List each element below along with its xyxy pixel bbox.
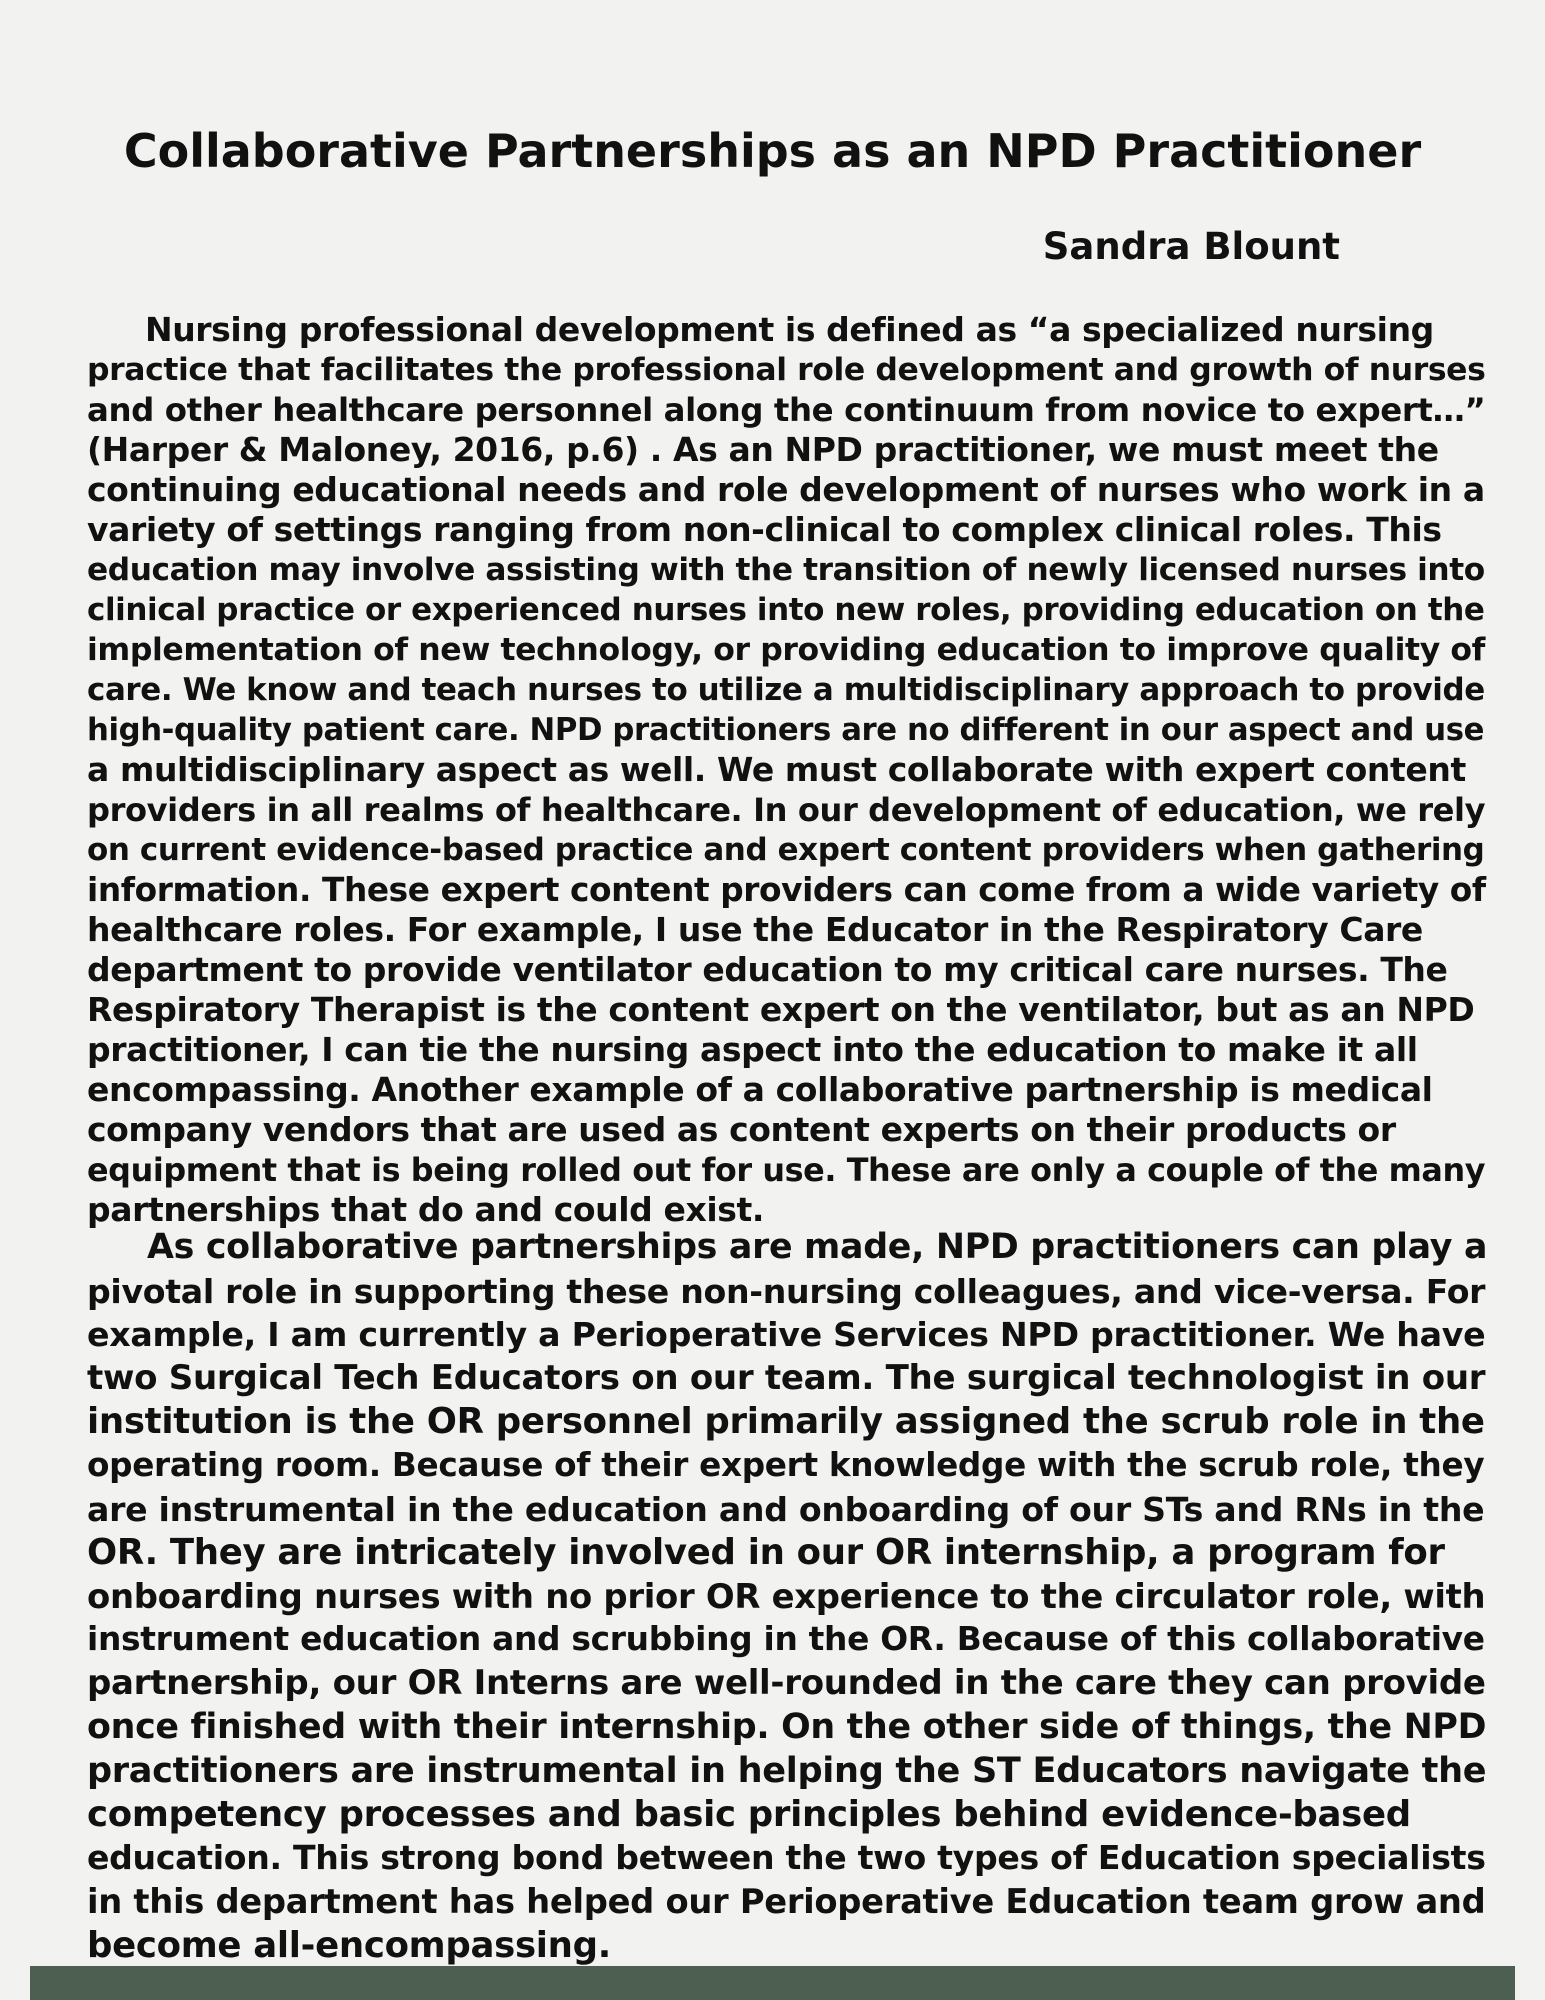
paragraph-line: once finished with their internship. On the other side of things, the NPD [87, 1706, 1487, 1747]
paragraph-line: company vendors that are used as content experts on their products or [87, 1110, 1396, 1149]
paragraph-line: continuing educational needs and role development of nurses who work in a [87, 470, 1485, 509]
paragraph-line: onboarding nurses with no prior OR experience to the circulator role, with [87, 1576, 1486, 1616]
paragraph-line: two Surgical Tech Educators on our team. The surgical technologist in our [87, 1357, 1486, 1398]
paragraph-line: operating room. Because of their expert knowledge with the scrub role, they [87, 1445, 1485, 1484]
paragraph-line: high-quality patient care. NPD practitioners are no different in our aspect and use [87, 712, 1485, 748]
paragraph-line: become all-encompassing. [87, 1924, 611, 1966]
paragraph-line: equipment that is being rolled out for use. These are only a couple of the many [87, 1151, 1486, 1189]
paragraph-line: Respiratory Therapist is the content expert on the ventilator, but as an NPD [87, 990, 1475, 1029]
paragraph-line: practitioner, I can tie the nursing aspect into the education to make it all [87, 1030, 1418, 1069]
paragraph-line: practitioners are instrumental in helping the ST Educators navigate the [87, 1750, 1487, 1792]
paragraph-line: department to provide ventilator education to my critical care nurses. The [87, 950, 1448, 989]
paragraph-line: on current evidence-based practice and expert content providers when gathering [87, 832, 1485, 868]
paragraph-line: in this department has helped our Perioperative Education team grow and [87, 1881, 1486, 1921]
page-title: Collaborative Partnerships as an NPD Practitioner [123, 124, 1422, 178]
footer-bar [30, 1966, 1515, 2000]
paragraph-line: practice that facilitates the professional role development and growth of nurses [87, 352, 1486, 388]
paragraph-line: care. We know and teach nurses to utilize a multidisciplinary approach to provide [87, 672, 1485, 708]
paragraph-line: (Harper & Maloney, 2016, p.6) . As an NPD practitioner, we must meet the [87, 430, 1439, 469]
body-paragraph-1 [87, 310, 1487, 1230]
paragraph-line: example, I am currently a Perioperative Services NPD practitioner. We have [87, 1315, 1486, 1355]
author-name: Sandra Blount [1042, 225, 1340, 268]
paragraph-line: information. These expert content providers can come from a wide variety of [87, 871, 1486, 909]
paragraph-line: pivotal role in supporting these non-nursing colleagues, and vice-versa. For [87, 1271, 1486, 1311]
paragraph-line: a multidisciplinary aspect as well. We must collaborate with expert content [87, 750, 1466, 789]
paragraph-line: As collaborative partnerships are made, NPD practitioners can play a [147, 1227, 1488, 1267]
body-paragraph-2 [87, 1226, 1487, 1967]
paragraph-line: providers in all realms of healthcare. In our development of education, we rely [87, 791, 1486, 829]
paragraph-line: OR. They are intricately involved in our OR internship, a program for [87, 1532, 1445, 1574]
paragraph-line: and other healthcare personnel along the continuum from novice to expert…” [87, 391, 1486, 429]
paragraph-line: institution is the OR personnel primarily assigned the scrub role in the [87, 1401, 1485, 1443]
paragraph-line: education. This strong bond between the two types of Education specialists [87, 1838, 1486, 1878]
paragraph-line: implementation of new technology, or providing education to improve quality of [87, 632, 1485, 668]
paragraph-line: clinical practice or experienced nurses into new roles, providing education on the [87, 592, 1485, 628]
paragraph-line: instrument education and scrubbing in the OR. Because of this collaborative [87, 1620, 1485, 1659]
paragraph-line: healthcare roles. For example, I use the Educator in the Respiratory Care [87, 910, 1423, 949]
paragraph-line: Nursing professional development is defined as “a specialized nursing [145, 310, 1434, 349]
paragraph-line: competency processes and basic principles behind evidence-based [87, 1793, 1411, 1835]
paragraph-line: variety of settings ranging from non-clinical to complex clinical roles. This [87, 510, 1442, 549]
paragraph-line: encompassing. Another example of a collaborative partnership is medical [87, 1070, 1433, 1109]
paragraph-line: are instrumental in the education and onboarding of our STs and RNs in the [87, 1489, 1485, 1529]
paragraph-line: education may involve assisting with the transition of newly licensed nurses into [87, 552, 1485, 588]
paragraph-line: partnerships that do and could exist. [87, 1190, 765, 1229]
paragraph-line: partnership, our OR Interns are well-rounded in the care they can provide [87, 1662, 1486, 1703]
